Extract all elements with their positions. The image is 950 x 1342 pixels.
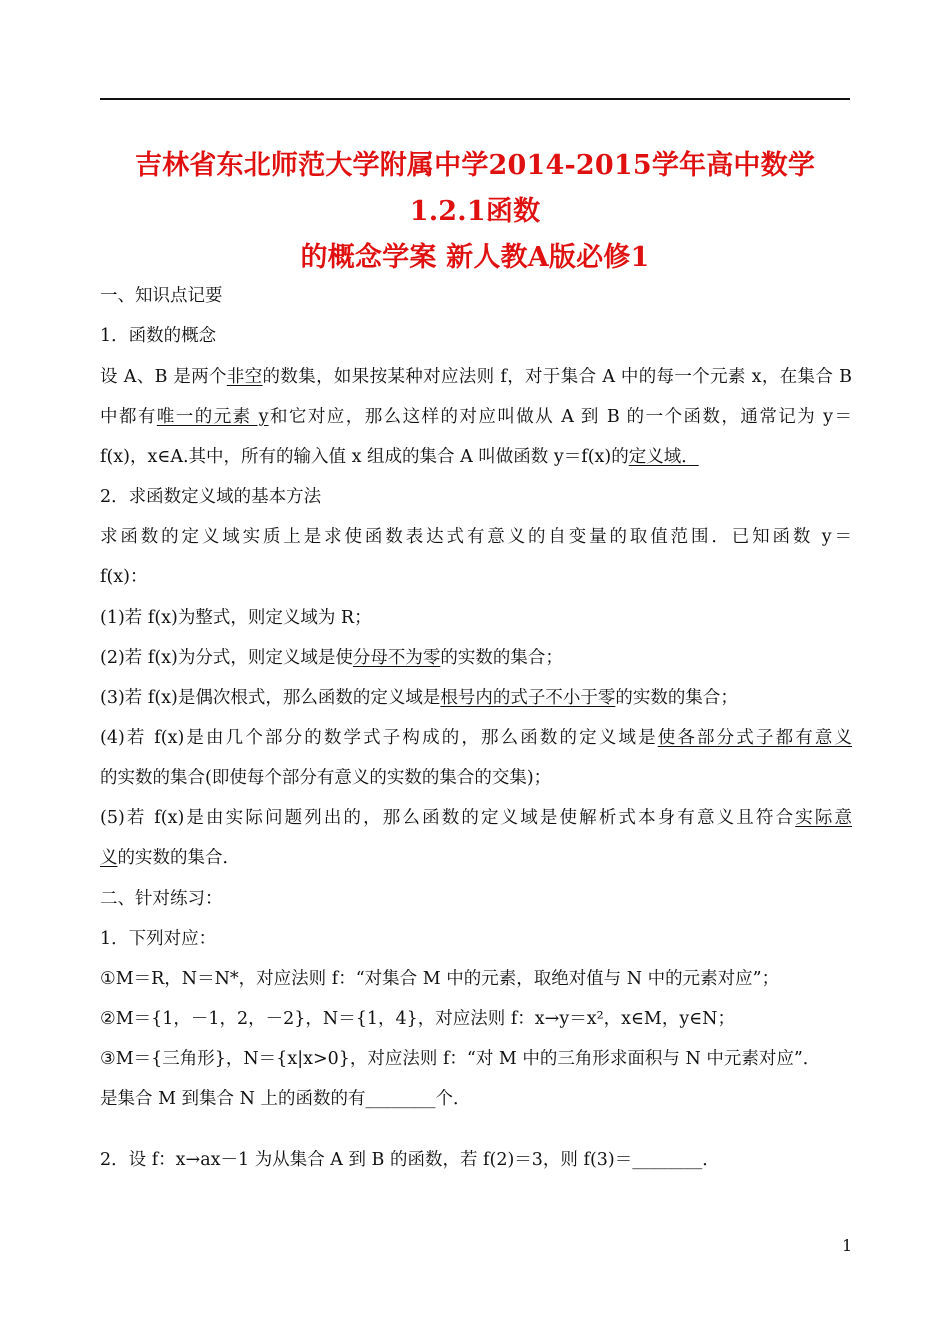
- item-1-heading: 1．函数的概念: [100, 326, 217, 346]
- text: 中都有: [100, 407, 157, 427]
- text: (3)若 f(x)是偶次根式，那么函数的定义域是: [100, 688, 441, 708]
- title-line-2: 的概念学案 新人教A版必修1: [300, 242, 650, 273]
- item-2-heading: 2．求函数定义域的基本方法: [100, 487, 322, 507]
- underlined-answer: 义: [100, 848, 118, 868]
- document-title: [96, 143, 854, 281]
- rule-5-line-2: [100, 846, 240, 870]
- header-rule: [100, 98, 850, 100]
- underlined-answer: 唯一的元素 y: [156, 407, 269, 427]
- page-number: 1: [842, 1236, 853, 1255]
- rule-3: [100, 686, 738, 710]
- text: (2)若 f(x)为分式，则定义域是使: [100, 648, 353, 668]
- question-1-option-2: ②M＝{1，－1，2，－2}，N＝{1，4}，对应法则 f：x→y＝x²，x∈M，y∈N；: [100, 1009, 735, 1029]
- rule-4-line-2: 的实数的集合(即使每个部分有意义的实数的集合的交集)；: [100, 768, 552, 788]
- underlined-answer: 定义域．: [628, 447, 699, 467]
- text: 的实数的集合；: [440, 648, 563, 668]
- section-1-heading: 一、知识点记要: [100, 286, 223, 306]
- text: 设 A、B 是两个: [100, 367, 227, 387]
- text: 的实数的集合．: [117, 848, 240, 868]
- rule-4-line-1: [100, 726, 852, 750]
- rule-5-line-1: [100, 806, 852, 830]
- underlined-answer: 非空: [226, 367, 263, 387]
- question-1-option-3: ③M＝{三角形}，N＝{x|x>0}，对应法则 f：“对 M 中的三角形求面积与 N 中元素对应”．: [100, 1049, 821, 1069]
- definition-line-2: [100, 405, 852, 429]
- text: 和它对应，那么这样的对应叫做从 A 到 B 的一个函数，通常记为 y＝: [268, 407, 853, 427]
- text: (5)若 f(x)是由实际问题列出的，那么函数的定义域是使解析式本身有意义且符合: [100, 808, 796, 828]
- method-line-2: f(x)：: [100, 567, 148, 587]
- question-2: 2．设 f：x→ax－1 为从集合 A 到 B 的函数，若 f(2)＝3，则 f(3)＝________．: [100, 1150, 720, 1170]
- underlined-answer: 根号内的式子不小于零: [440, 688, 616, 708]
- text: 的数集，如果按某种对应法则 f，对于集合 A 中的每一个元素 x，在集合 B: [262, 367, 853, 387]
- question-1-option-1: ①M＝R，N＝N*，对应法则 f：“对集合 M 中的元素，取绝对值与 N 中的元素对应”；: [100, 969, 780, 989]
- definition-line-3: [100, 445, 699, 469]
- text: (4)若 f(x)是由几个部分的数学式子构成的，那么函数的定义域是: [100, 728, 658, 748]
- text: f(x)，x∈A.其中，所有的输入值 x 组成的集合 A 叫做函数 y＝f(x)的: [100, 447, 629, 467]
- method-line-1: 求函数的定义域实质上是求使函数表达式有意义的自变量的取值范围．已知函数 y＝: [100, 527, 852, 547]
- rule-1: (1)若 f(x)为整式，则定义域为 R；: [100, 608, 372, 628]
- question-1-prompt: 是集合 M 到集合 N 上的函数的有________个．: [100, 1089, 471, 1109]
- rule-2: [100, 646, 563, 670]
- section-2-heading: 二、针对练习：: [100, 889, 223, 909]
- underlined-answer: 使各部分式子都有意义: [657, 728, 852, 748]
- text: 的实数的集合；: [615, 688, 738, 708]
- underlined-answer: 分母不为零: [352, 648, 441, 668]
- underlined-answer: 实际意: [795, 808, 852, 828]
- title-line-1: 吉林省东北师范大学附属中学2014-2015学年高中数学 1.2.1函数: [134, 150, 816, 227]
- definition-line-1: [100, 365, 852, 389]
- question-1-heading: 1．下列对应：: [100, 929, 217, 949]
